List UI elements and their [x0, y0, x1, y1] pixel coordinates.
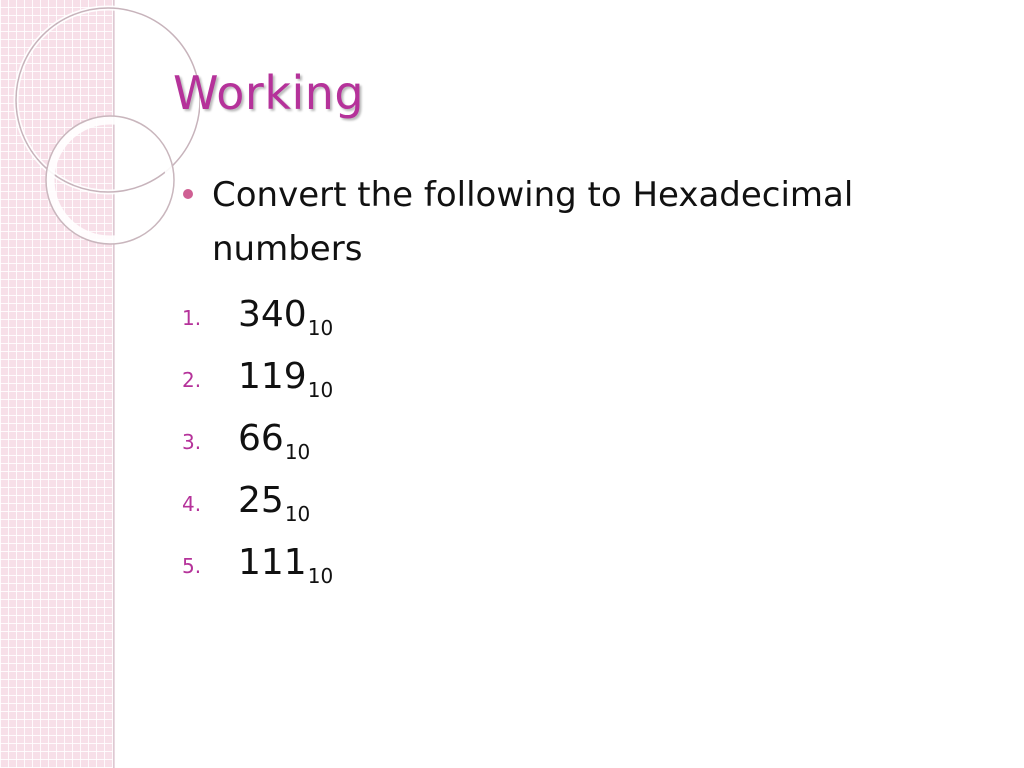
decimal-number: 111 [238, 542, 307, 583]
base-subscript: 10 [284, 502, 311, 526]
list-item-value [238, 480, 310, 526]
slide-title: Working [173, 66, 365, 120]
bullet-text: Convert the following to Hexadecimal numbers [212, 175, 854, 269]
list-item-value [238, 418, 310, 464]
decimal-number: 25 [238, 480, 284, 521]
base-subscript: 10 [307, 316, 334, 340]
decimal-number: 119 [238, 356, 307, 397]
base-subscript: 10 [307, 564, 334, 588]
bullet-item [183, 168, 943, 276]
list-item-number: 5. [182, 554, 202, 578]
list-item-value [238, 356, 333, 402]
decimal-number: 66 [238, 418, 284, 459]
list-item-value [238, 294, 333, 340]
list-item-value [238, 542, 333, 588]
bullet-dot-icon [183, 189, 193, 199]
list-item-number: 1. [182, 306, 202, 330]
base-subscript: 10 [284, 440, 311, 464]
base-subscript: 10 [307, 378, 334, 402]
list-item-number: 4. [182, 492, 202, 516]
list-item-number: 3. [182, 430, 202, 454]
decimal-number: 340 [238, 294, 307, 335]
decorative-circles [0, 0, 200, 260]
list-item-number: 2. [182, 368, 202, 392]
